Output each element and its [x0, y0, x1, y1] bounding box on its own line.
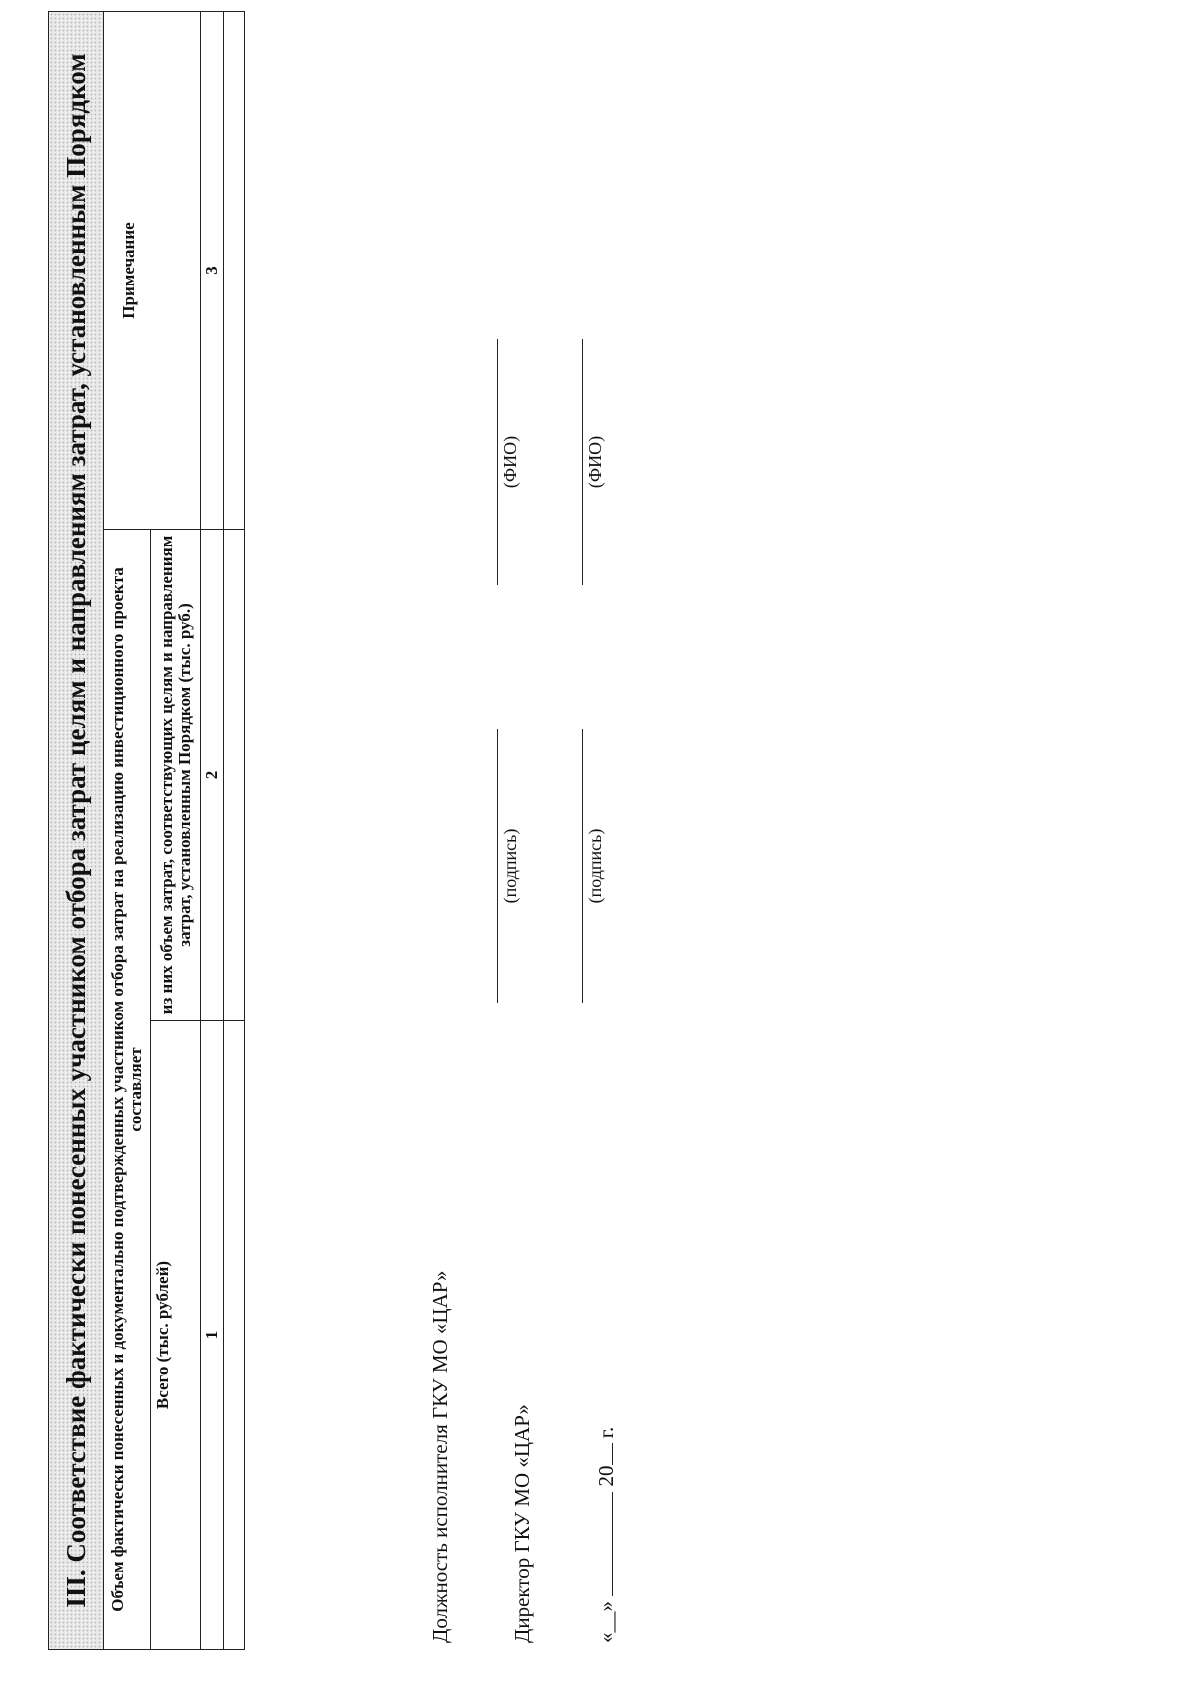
director-name-line [582, 339, 583, 585]
executor-position-label: Должность исполнителя ГКУ МО «ЦАР» [428, 1270, 452, 1643]
executor-name-line [497, 339, 498, 585]
col-number-1: 1 [201, 1021, 224, 1650]
date-year-suffix: г. [594, 1426, 618, 1439]
executor-name-caption: (ФИО) [500, 435, 520, 489]
director-signature-caption: (подпись) [585, 828, 605, 904]
director-label: Директор ГКУ МО «ЦАР» [510, 1404, 534, 1643]
date-year-prefix: 20 [594, 1465, 618, 1487]
table-row [224, 11, 245, 1649]
col-number-3: 3 [201, 11, 224, 529]
executor-signature-caption: (подпись) [500, 828, 520, 904]
costs-table-container [48, 12, 245, 1650]
header-note: Примечание [104, 11, 201, 529]
section-title: III. Соответствие фактически понесенных участником отбора затрат целям и направлениям затрат, установленным Порядком [49, 11, 104, 1649]
table-cell-subset [224, 530, 245, 1021]
date-month-blank [612, 1492, 613, 1596]
table-cell-note [224, 11, 245, 529]
costs-table [48, 11, 245, 1650]
director-name-caption: (ФИО) [585, 435, 605, 489]
executor-signature-line [497, 729, 498, 1003]
header-subset: из них объем затрат, соответствующих целям и направлениям затрат, установленным Порядком (тыс. руб.) [151, 530, 201, 1021]
header-main: Объем фактически понесенных и документально подтвержденных участником отбора затрат на реализацию инвестиционного проекта составляет [104, 530, 151, 1650]
header-total: Всего (тыс. рублей) [151, 1021, 201, 1650]
date-line [594, 1427, 619, 1643]
table-cell-total [224, 1021, 245, 1650]
date-day: «__» [594, 1601, 618, 1643]
col-number-2: 2 [201, 530, 224, 1021]
director-signature-line [582, 729, 583, 1003]
date-year-blank [612, 1444, 613, 1466]
